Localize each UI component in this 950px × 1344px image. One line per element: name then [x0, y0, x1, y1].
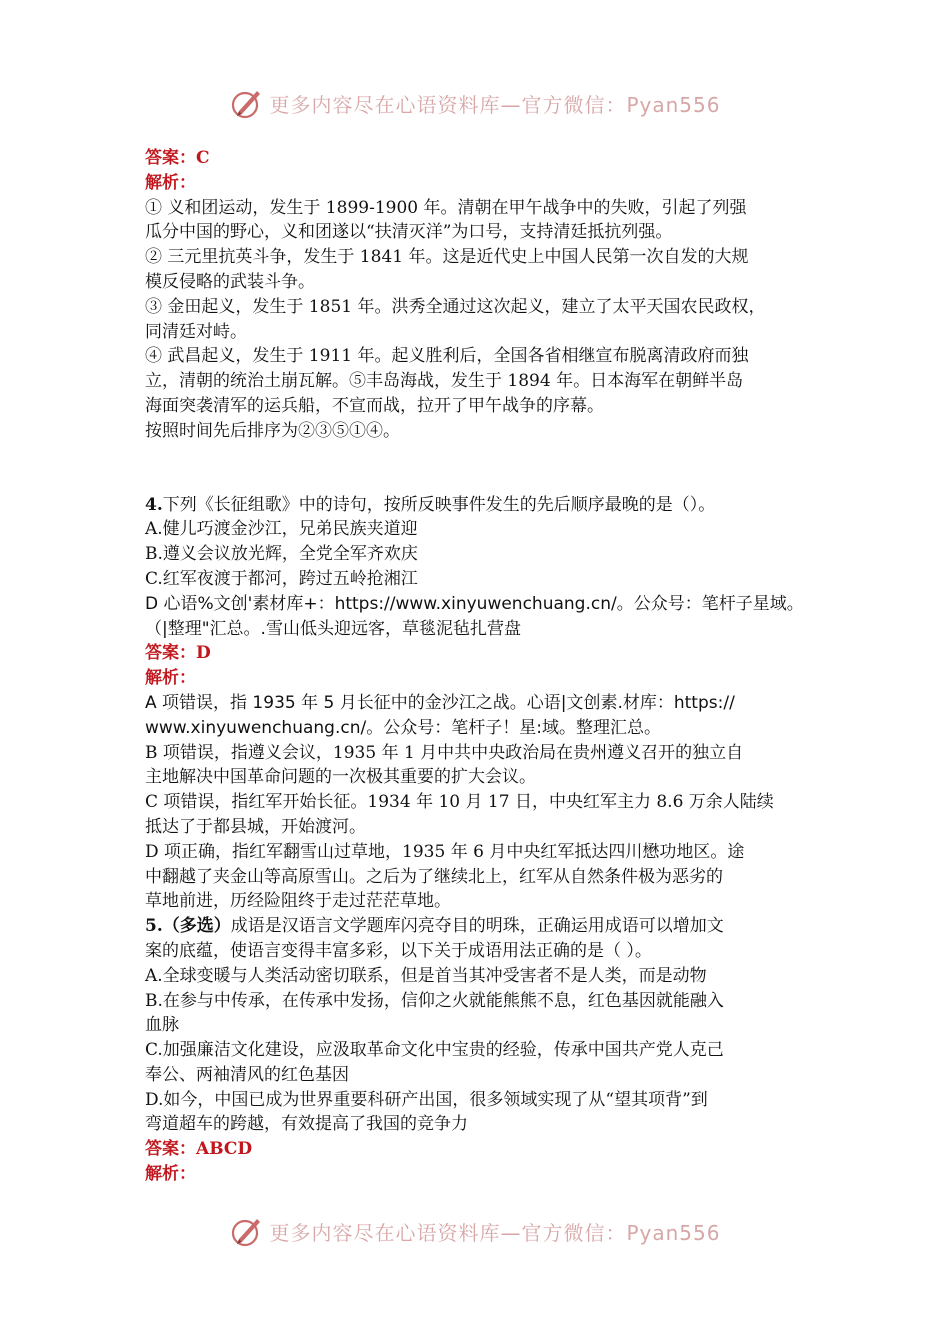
q3-analysis-label: 解析：	[145, 172, 196, 193]
q5-answer: 答案：ABCD	[145, 1139, 253, 1160]
text-line: 同清廷对峙。	[145, 321, 247, 342]
q4-option-d-cont: （|整理"汇总。.雪山低头迎远客，草毯泥毡扎营盘	[145, 618, 521, 639]
text-line: 抵达了于都县城，开始渡河。	[145, 816, 366, 837]
q5-option-c-cont: 奉公、两袖清风的红色基因	[145, 1064, 349, 1085]
text-line: B 项错误，指遵义会议，1935 年 1 月中共中央政治局在贵州遵义召开的独立自	[145, 742, 744, 763]
q5-stem	[145, 914, 810, 939]
q5-stem-cont: 案的底蕴，使语言变得丰富多彩，以下关于成语用法正确的是（ ）。	[145, 940, 652, 961]
q5-option-a: A.全球变暖与人类活动密切联系，但是首当其冲受害者不是人类，而是动物	[145, 965, 707, 986]
text-line: A 项错误，指 1935 年 5 月长征中的金沙江之战。心语|文创素.材库：https://	[145, 692, 735, 713]
text-line: 瓜分中国的野心，义和团遂以“扶清灭洋”为口号，支持清廷抵抗列强。	[145, 222, 673, 243]
text-line: C 项错误，指红军开始长征。1934 年 10 月 17 日，中央红军主力 8.6 万余人陆续	[145, 792, 774, 813]
q3-answer: 答案：C	[145, 148, 210, 168]
q5-option-d: D.如今，中国已成为世界重要科研产出国，很多领域实现了从“望其项背”到	[145, 1089, 708, 1110]
q4-analysis-label: 解析：	[145, 668, 196, 689]
document-body	[145, 146, 810, 1187]
q5-option-b-cont: 血脉	[145, 1015, 179, 1036]
text-line: 中翻越了夹金山等高原雪山。之后为了继续北上，红军从自然条件极为恶劣的	[145, 866, 723, 887]
text-line: ① 义和团运动，发生于 1899-1900 年。清朝在甲午战争中的失败，引起了列强	[145, 197, 747, 218]
q4-option-b: B.遵义会议放光辉，全党全军齐欢庆	[145, 544, 418, 565]
q5-option-b: B.在参与中传承，在传承中发扬，信仰之火就能熊熊不息，红色基因就能融入	[145, 990, 724, 1011]
pen-logo-icon	[229, 85, 265, 121]
q4-stem	[145, 493, 810, 518]
header-banner	[0, 83, 950, 123]
spacer	[145, 444, 810, 493]
q4-answer: 答案：D	[145, 643, 211, 664]
q4-option-c: C.红军夜渡于都河，跨过五岭抢湘江	[145, 568, 418, 589]
q5-option-d-cont: 弯道超车的跨越，有效提高了我国的竞争力	[145, 1114, 468, 1135]
text-line: ② 三元里抗英斗争，发生于 1841 年。这是近代史上中国人民第一次自发的大规	[145, 247, 749, 268]
q4-option-d: D 心语%文创'素材库+：https://www.xinyuwenchuang.cn/。公众号：笔杆子星域。	[145, 593, 804, 614]
q4-number: 4.	[145, 494, 163, 515]
q4-option-a: A.健儿巧渡金沙江，兄弟民族夹道迎	[145, 519, 418, 540]
pen-logo-icon	[229, 1213, 265, 1249]
text-line: 主地解决中国革命问题的一次极其重要的扩大会议。	[145, 767, 536, 788]
text-line: D 项正确，指红军翻雪山过草地，1935 年 6 月中央红军抵达四川懋功地区。途	[145, 841, 745, 862]
banner-text: 更多内容尽在心语资料库—官方微信：Pyan556	[269, 92, 721, 117]
text-line: 按照时间先后排序为②③⑤①④。	[145, 420, 400, 441]
q5-option-c: C.加强廉洁文化建设，应汲取革命文化中宝贵的经验，传承中国共产党人克己	[145, 1040, 724, 1061]
q5-stem-text: 成语是汉语言文学题库闪亮夺目的明珠，正确运用成语可以增加文	[230, 916, 724, 937]
text-line: 草地前进，历经险阻终于走过茫茫草地。	[145, 891, 451, 912]
text-line: ③ 金田起义，发生于 1851 年。洪秀全通过这次起义，建立了太平天国农民政权，	[145, 296, 766, 317]
text-line: 海面突袭清军的运兵船，不宣而战，拉开了甲午战争的序幕。	[145, 395, 604, 416]
text-line: ④ 武昌起义，发生于 1911 年。起义胜利后，全国各省相继宣布脱离清政府而独	[145, 346, 749, 367]
q4-stem-text: 下列《长征组歌》中的诗句，按所反映事件发生的先后顺序最晚的是（）。	[162, 494, 716, 515]
q5-number: 5.（多选）	[145, 916, 231, 937]
banner-text: 更多内容尽在心语资料库—官方微信：Pyan556	[269, 1220, 721, 1245]
text-line: 模反侵略的武装斗争。	[145, 271, 315, 292]
footer-banner	[0, 1211, 950, 1251]
text-line: 立，清朝的统治土崩瓦解。⑤丰岛海战，发生于 1894 年。日本海军在朝鲜半岛	[145, 371, 744, 392]
q5-analysis-label: 解析：	[145, 1164, 196, 1185]
text-line: www.xinyuwenchuang.cn/。公众号：笔杆子！星:域。整理汇总。	[145, 717, 661, 738]
